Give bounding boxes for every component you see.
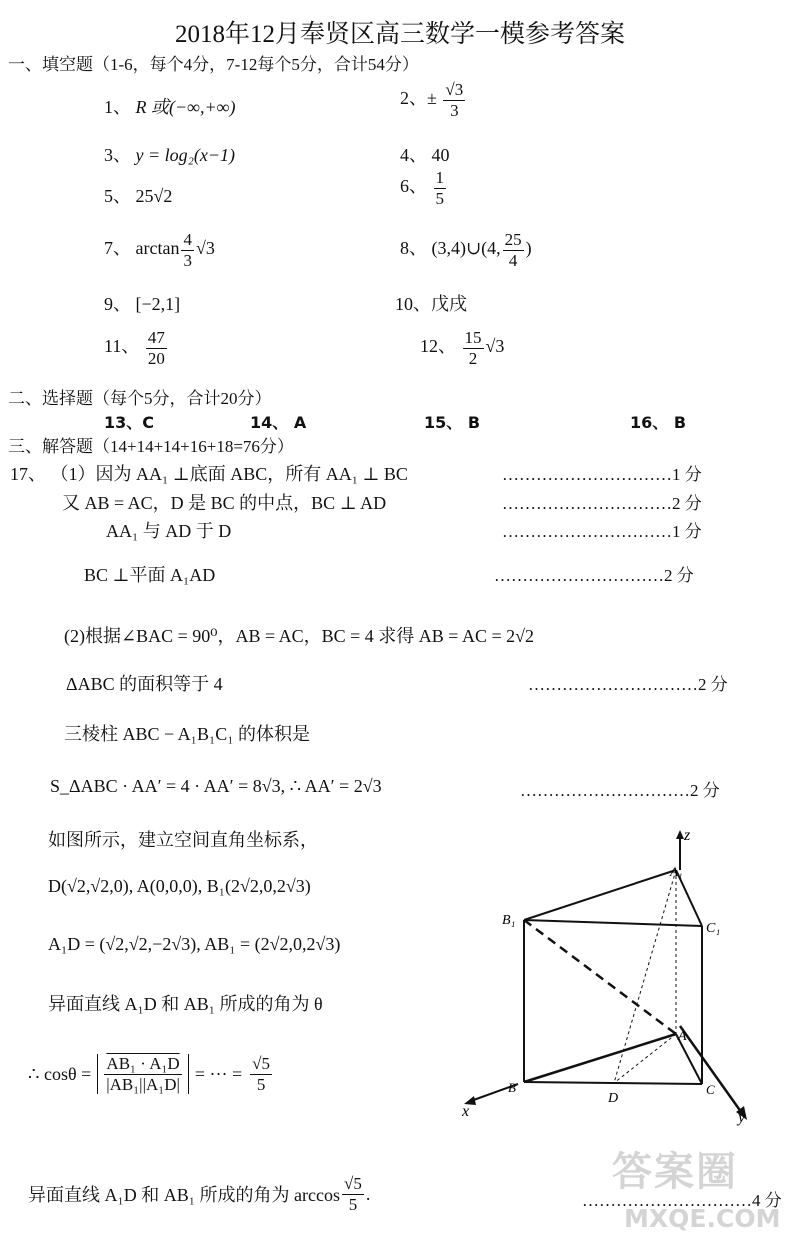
section-choice-heading: 二、选择题（每个5分，合计20分） bbox=[8, 389, 272, 408]
q17-line-3: AA₁ 与 AD 于 D bbox=[106, 521, 232, 541]
edge-b1a1 bbox=[524, 870, 676, 920]
label-y: y bbox=[738, 1109, 746, 1126]
label-c: C bbox=[706, 1082, 715, 1097]
label-z: z bbox=[684, 827, 691, 844]
fraction: $\frac{1}{5}$ bbox=[435, 168, 444, 208]
fraction: $\frac{15}{2}$ bbox=[464, 328, 482, 368]
choice-answer-14: 14、 A bbox=[250, 413, 307, 432]
fill-answer-7: 7、 arctan $\frac{4}{3}$ √3 bbox=[104, 230, 215, 270]
q17-score-2: …………………………2 分 bbox=[502, 494, 702, 513]
fill-answer-2: 2、± $\frac{√3}{3}$ bbox=[400, 80, 464, 120]
choice-answer-15: 15、 B bbox=[424, 413, 481, 432]
fraction: $\frac{47}{20}$ bbox=[147, 328, 165, 368]
fill-answer-12: 12、 $\frac{15}{2}$ √3 bbox=[420, 328, 505, 368]
z-axis-arrow bbox=[676, 830, 684, 839]
watermark-url: MXQE.COM bbox=[624, 1204, 781, 1233]
fraction: $\frac{√3}{3}$ bbox=[445, 80, 464, 120]
q17-score-4: …………………………2 分 bbox=[494, 566, 694, 585]
fill-answer-4: 4、 40 bbox=[400, 145, 450, 165]
fill-answer-8: 8、 (3,4)∪(4, $\frac{25}{4}$ ) bbox=[400, 230, 532, 270]
page-title: 2018年12月奉贤区高三数学一模参考答案 bbox=[174, 21, 625, 48]
fraction: $\frac{4}{3}$ bbox=[183, 230, 192, 270]
label-d: D bbox=[608, 1091, 619, 1106]
q17-line-6: ΔABC 的面积等于 4 bbox=[66, 674, 223, 694]
choice-answer-16: 16、 B bbox=[630, 413, 687, 432]
fraction: $\frac{25}{4}$ bbox=[504, 230, 522, 270]
edge-bc bbox=[524, 1082, 702, 1084]
label-c1: C₁ bbox=[706, 921, 721, 936]
segment-b1a bbox=[524, 920, 676, 1034]
q17-score-8: …………………………2 分 bbox=[520, 781, 720, 800]
q17-score-1: …………………………1 分 bbox=[502, 465, 702, 484]
fill-answer-1: 1、 R 或(−∞,+∞) bbox=[104, 97, 236, 117]
section-solve-heading: 三、解答题（14+14+14+16+18=76分） bbox=[8, 437, 294, 456]
fraction: $\frac{\text{AB₁ · A₁D}}{\text{|AB₁||A₁D|}}$ bbox=[106, 1054, 180, 1094]
q17-line-10: D(√2,√2,0), A(0,0,0), B₁(2√2,0,2√3) bbox=[48, 876, 311, 896]
y-axis bbox=[680, 1026, 744, 1116]
segment-a1d bbox=[614, 870, 676, 1083]
fraction: $\frac{√5}{5}$ bbox=[252, 1054, 271, 1094]
q17-line-13: 异面直线 A₁D 和 AB₁ 所成的角为 arccos $\frac{√5}{5}$ . bbox=[28, 1174, 371, 1214]
q17-cos-formula: ∴ cosθ = $\frac{\text{AB₁ · A₁D}}{\text{|AB₁||A₁D|}}$ = ··· = $\frac{√5}{5}$ bbox=[28, 1054, 271, 1094]
label-b: B bbox=[508, 1080, 516, 1095]
label-a: A bbox=[678, 1029, 687, 1044]
prism-figure bbox=[458, 826, 758, 1126]
q17-line-8: S_ΔABC · AA′ = 4 · AA′ = 8√3, ∴ AA′ = 2√3 bbox=[50, 776, 382, 796]
fill-answer-9: 9、 [−2,1] bbox=[104, 294, 181, 314]
q17-line-7: 三棱柱 ABC − A₁B₁C₁ 的体积是 bbox=[64, 724, 311, 744]
q17-line-1: 17、 （1）因为 AA₁ ⊥底面 ABC，所有 AA₁ ⊥ BC bbox=[10, 464, 408, 484]
q17-line-5: (2)根据∠BAC = 90⁰，AB = AC，BC = 4 求得 AB = AC = 2√2 bbox=[64, 626, 534, 646]
edge-ba bbox=[524, 1034, 676, 1082]
q17-score-6: …………………………2 分 bbox=[528, 675, 728, 694]
q17-line-12: 异面直线 A₁D 和 AB₁ 所成的角为 θ bbox=[48, 994, 323, 1014]
label-b1: B₁ bbox=[502, 913, 516, 928]
q17-line-9: 如图所示，建立空间直角坐标系， bbox=[48, 830, 318, 850]
q17-line-4: BC ⊥平面 A₁AD bbox=[84, 565, 216, 585]
q17-score-13: …………………………4 分 bbox=[582, 1191, 782, 1210]
fill-answer-10: 10、戊戌 bbox=[395, 294, 467, 314]
edge-b1c1 bbox=[524, 920, 702, 926]
label-a1: A₁ bbox=[670, 864, 683, 879]
fill-answer-6: 6、 $\frac{1}{5}$ bbox=[400, 168, 444, 208]
watermark-logo: 答案圈 bbox=[612, 1149, 738, 1195]
fill-answer-5: 5、 25√2 bbox=[104, 186, 173, 206]
q17-line-11: A₁D = (√2,√2,−2√3), AB₁ = (2√2,0,2√3) bbox=[48, 934, 341, 954]
fill-answer-3: 3、 y = log₂(x−1) bbox=[104, 145, 236, 165]
q17-line-2: 又 AB = AC，D 是 BC 的中点，BC ⊥ AD bbox=[62, 493, 387, 513]
label-x: x bbox=[462, 1103, 470, 1120]
choice-answer-13: 13、C bbox=[104, 413, 155, 432]
q17-score-3: …………………………1 分 bbox=[502, 522, 702, 541]
fill-answer-11: 11、 $\frac{47}{20}$ bbox=[104, 328, 165, 368]
segment-ad bbox=[614, 1034, 676, 1083]
section-fill-heading: 一、填空题（1-6，每个4分，7-12每个5分，合计54分） bbox=[8, 55, 419, 74]
fraction: $\frac{√5}{5}$ bbox=[344, 1174, 362, 1214]
